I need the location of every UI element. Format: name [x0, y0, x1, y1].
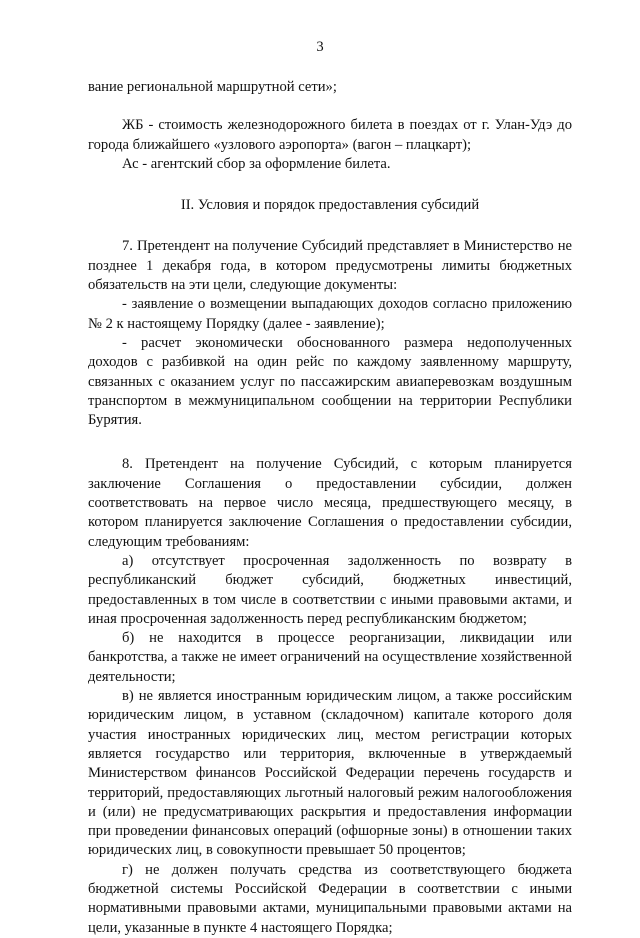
paragraph-zhb-definition: ЖБ - стоимость железнодорожного билета в поездах от г. Улан-Удэ до города ближайшего «узлового аэропорта» (вагон – плацкарт);	[88, 117, 572, 153]
document-body	[88, 78, 572, 938]
paragraph-item-8-g: г) не должен получать средства из соответствующего бюджета бюджетной системы Российской Федерации в соответствии с иными нормативными правовыми актами, муниципальными правовыми актами на цели, указанные в пункте 4 настоящего Порядка;	[88, 861, 572, 936]
paragraph-item-8: 8. Претендент на получение Субсидий, с которым планируется заключение Соглашения о предоставлении субсидии, должен соответствовать на первое число месяца, предшествующего месяцу, в котором планируется заключение Соглашения о предоставлении субсидии, следующим требованиям:	[88, 456, 572, 550]
paragraph-item-8-a: а) отсутствует просроченная задолженность по возврату в республиканский бюджет субсидий, бюджетных инвестиций, предоставленных в том числе в соответствии с иными правовыми актами, и иная просроченная задолженность перед республиканским бюджетом;	[88, 552, 572, 627]
section-heading: II. Условия и порядок предоставления субсидий	[180, 197, 480, 214]
paragraph-item-8-v: в) не является иностранным юридическим лицом, а также российским юридическим лицом, в уставном (складочном) капитале которого доля участия иностранных юридических лиц, местом регистрации которых является государство или территория, включенные в утверждаемый Министерством финансов Российской Федерации перечень государств и территорий, предоставляющих льготный налоговый режим налогообложения и (или) не предусматривающих раскрытия и предоставления информации при проведении финансовых операций (офшорные зоны) в отношении таких юридических лиц, в совокупности превышает 50 процентов;	[88, 688, 572, 859]
page-number: 3	[316, 39, 324, 55]
paragraph-item-7-application: - заявление о возмещении выпадающих доходов согласно приложению № 2 к настоящему Порядку (далее - заявление);	[88, 296, 572, 332]
paragraph-item-7-calculation: - расчет экономически обоснованного размера недополученных доходов с разбивкой на один рейс по каждому заявленному маршруту, связанных с оказанием услуг по пассажирским авиаперевозкам воздушным транспортом в межмуниципальном сообщении на территории Республики Бурятия.	[88, 334, 572, 429]
paragraph-continuation: вание региональной маршрутной сети»;	[88, 79, 337, 95]
paragraph-item-7: 7. Претендент на получение Субсидий представляет в Министерство не позднее 1 декабря года, в котором предусмотрены лимиты бюджетных обязательств на эти цели, следующие документы:	[88, 238, 572, 294]
paragraph-item-8-b: б) не находится в процессе реорганизации, ликвидации или банкротства, а также не имеет ограничений на осуществление хозяйственной деятельности;	[88, 630, 572, 685]
paragraph-as-definition: Ас - агентский сбор за оформление билета.	[122, 155, 391, 172]
